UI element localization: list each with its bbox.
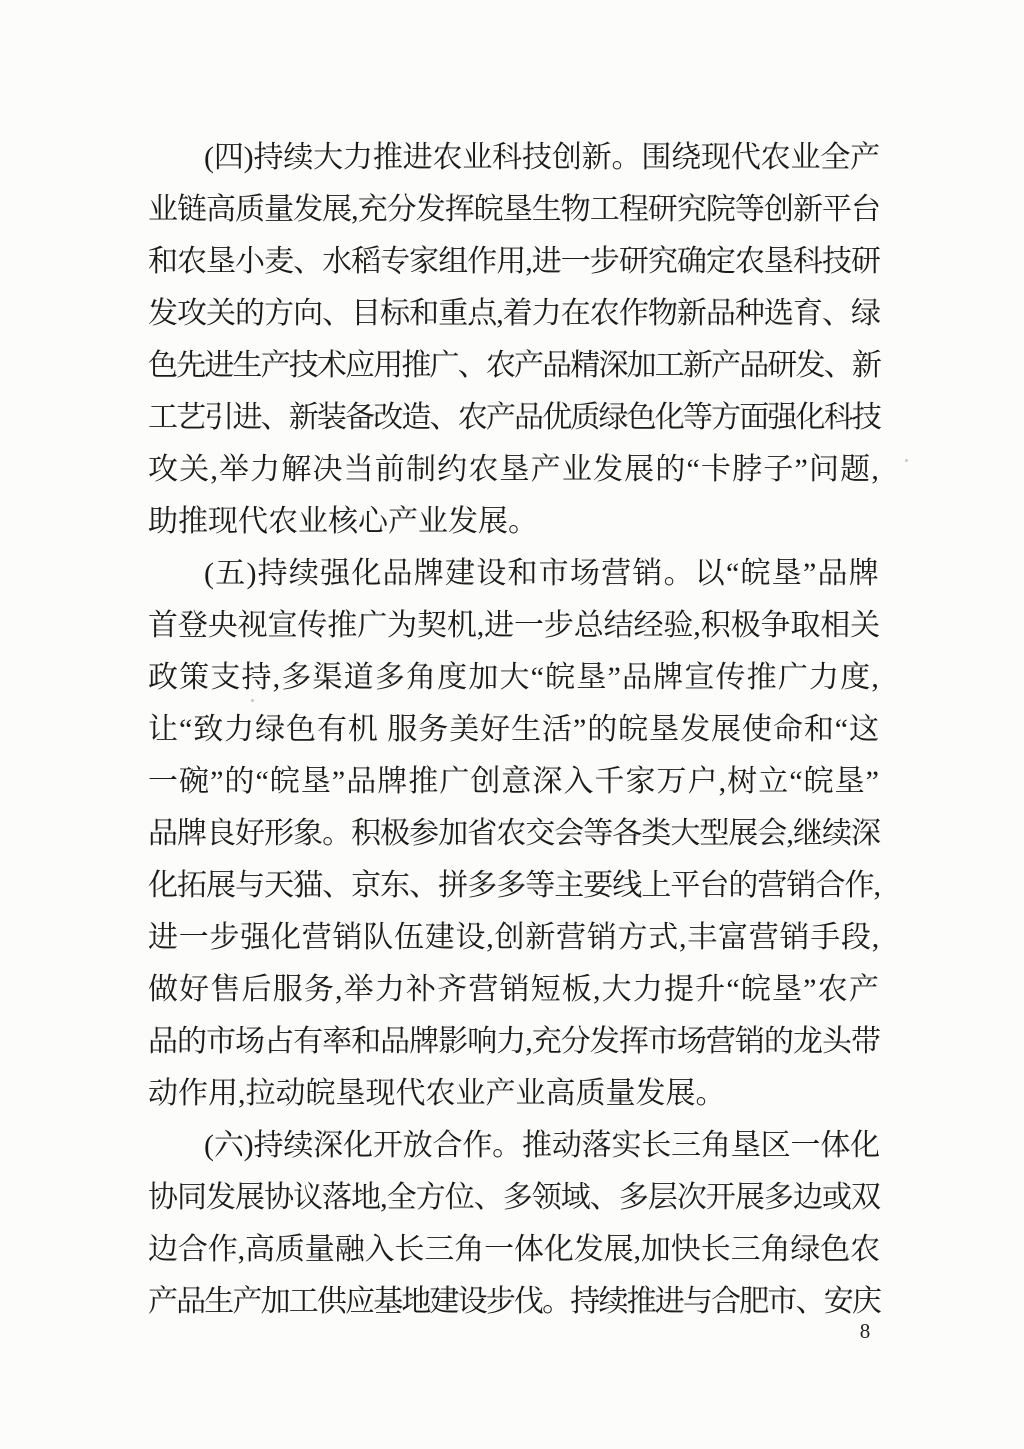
scan-speckle bbox=[905, 459, 908, 462]
text-line bbox=[148, 340, 880, 392]
text-line-content: 协同发展协议落地,全方位、多领域、多层次开展多边或双 bbox=[148, 1181, 880, 1214]
text-line-content: 产品生产加工供应基地建设步伐。持续推进与合肥市、安庆 bbox=[148, 1285, 880, 1318]
text-line-content: 品牌良好形象。积极参加省农交会等各类大型展会,继续深 bbox=[148, 817, 880, 850]
text-line-content: 做好售后服务,举力补齐营销短板,大力提升“皖垦”农产 bbox=[148, 973, 880, 1006]
text-line bbox=[148, 1016, 880, 1068]
text-line bbox=[148, 444, 880, 496]
text-line-content: 和农垦小麦、水稻专家组作用,进一步研究确定农垦科技研 bbox=[148, 245, 880, 278]
text-line-content: 品的市场占有率和品牌影响力,充分发挥市场营销的龙头带 bbox=[148, 1025, 880, 1058]
text-line bbox=[148, 288, 880, 340]
text-line bbox=[148, 704, 880, 756]
text-block bbox=[148, 132, 880, 1328]
page-number: 8 bbox=[859, 1319, 871, 1343]
text-line-content: 攻关,举力解决当前制约农垦产业发展的“卡脖子”问题, bbox=[148, 453, 880, 486]
text-line bbox=[148, 236, 880, 288]
text-line bbox=[148, 652, 880, 704]
text-line bbox=[148, 912, 880, 964]
text-line bbox=[148, 496, 880, 548]
text-line-content: (四)持续大力推进农业科技创新。围绕现代农业全产 bbox=[204, 141, 880, 174]
text-line-content: 化拓展与天猫、京东、拼多多等主要线上平台的营销合作, bbox=[148, 869, 880, 902]
text-line bbox=[148, 808, 880, 860]
text-line-content: 发攻关的方向、目标和重点,着力在农作物新品种选育、绿 bbox=[148, 297, 880, 330]
text-line-content: 进一步强化营销队伍建设,创新营销方式,丰富营销手段, bbox=[148, 921, 880, 954]
text-line bbox=[148, 1172, 880, 1224]
text-line-content: 业链高质量发展,充分发挥皖垦生物工程研究院等创新平台 bbox=[148, 193, 880, 226]
text-line-content: 政策支持,多渠道多角度加大“皖垦”品牌宣传推广力度, bbox=[148, 661, 880, 694]
text-line-content: 让“致力绿色有机 服务美好生活”的皖垦发展使命和“这 bbox=[148, 713, 880, 746]
paragraph bbox=[148, 548, 880, 1120]
text-line-content: 首登央视宣传推广为契机,进一步总结经验,积极争取相关 bbox=[148, 609, 880, 642]
text-line bbox=[148, 132, 880, 184]
scan-speckle bbox=[251, 699, 254, 702]
paragraph bbox=[148, 1120, 880, 1328]
text-line bbox=[148, 184, 880, 236]
text-line bbox=[148, 392, 880, 444]
text-line bbox=[148, 600, 880, 652]
text-line bbox=[148, 860, 880, 912]
text-line-content: 色先进生产技术应用推广、农产品精深加工新产品研发、新 bbox=[148, 349, 880, 382]
text-line-content: 一碗”的“皖垦”品牌推广创意深入千家万户,树立“皖垦” bbox=[148, 765, 880, 798]
text-line-content: 助推现代农业核心产业发展。 bbox=[148, 505, 538, 538]
text-line-content: (六)持续深化开放合作。推动落实长三角垦区一体化 bbox=[204, 1129, 880, 1162]
text-line-content: 工艺引进、新装备改造、农产品优质绿色化等方面强化科技 bbox=[148, 401, 880, 434]
text-line bbox=[148, 1068, 880, 1120]
text-line bbox=[148, 756, 880, 808]
paragraph bbox=[148, 132, 880, 548]
text-line-content: 动作用,拉动皖垦现代农业产业高质量发展。 bbox=[148, 1077, 726, 1110]
text-line bbox=[148, 1276, 880, 1328]
text-line bbox=[148, 964, 880, 1016]
text-line bbox=[148, 548, 880, 600]
text-line-content: 边合作,高质量融入长三角一体化发展,加快长三角绿色农 bbox=[148, 1233, 880, 1266]
text-line bbox=[148, 1224, 880, 1276]
text-line-content: (五)持续强化品牌建设和市场营销。以“皖垦”品牌 bbox=[204, 557, 880, 590]
text-line bbox=[148, 1120, 880, 1172]
